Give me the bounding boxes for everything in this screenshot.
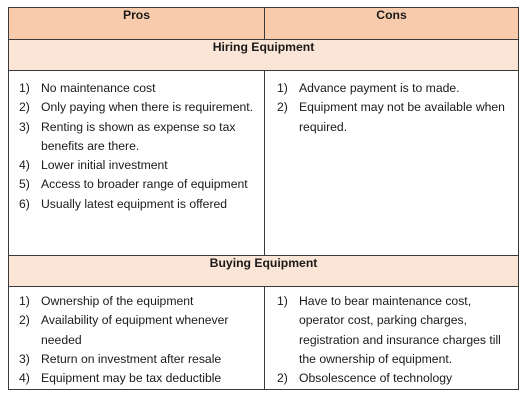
list-item <box>9 369 264 388</box>
list-item <box>265 292 518 369</box>
item-number: 6) <box>19 196 30 211</box>
list-item <box>265 79 518 98</box>
buying-pros-list <box>9 287 264 388</box>
item-number: 1) <box>277 81 288 95</box>
item-number: 1) <box>19 81 30 95</box>
item-number: 4) <box>19 371 30 386</box>
hiring-cons-list <box>265 71 518 137</box>
item-text: Usually latest equipment is offered <box>41 196 228 211</box>
content-row-hiring <box>9 71 519 256</box>
item-text: Return on investment after resale <box>41 351 222 366</box>
cons-header: Cons <box>265 8 519 40</box>
item-text: Availability of equipment whenever needed <box>41 313 229 347</box>
buying-pros-cell <box>9 287 265 390</box>
item-number: 2) <box>277 371 288 386</box>
item-text: Obsolescence of technology <box>299 371 453 386</box>
list-item <box>9 79 264 98</box>
item-number: 1) <box>19 294 30 308</box>
item-number: 3) <box>19 119 30 134</box>
item-text: Equipment may not be available when required. <box>299 100 505 134</box>
list-item <box>9 350 264 369</box>
item-text: Equipment may be tax deductible <box>41 371 222 386</box>
pros-cons-table <box>8 7 519 390</box>
section-row-buying <box>9 256 519 287</box>
list-item <box>9 195 264 214</box>
item-text: Advance payment is to made. <box>299 81 460 95</box>
item-number: 2) <box>19 313 30 328</box>
item-text: Ownership of the equipment <box>41 294 194 308</box>
pros-header: Pros <box>9 8 265 40</box>
item-number: 4) <box>19 158 30 173</box>
content-row-buying <box>9 287 519 390</box>
item-number: 2) <box>19 100 30 115</box>
list-item <box>9 311 264 350</box>
item-number: 3) <box>19 351 30 366</box>
hiring-pros-cell <box>9 71 265 256</box>
list-item <box>9 118 264 157</box>
list-item <box>9 156 264 175</box>
item-number: 5) <box>19 177 30 192</box>
list-item <box>265 369 518 388</box>
item-number: 1) <box>277 294 288 308</box>
hiring-cons-cell <box>265 71 519 256</box>
list-item <box>265 98 518 137</box>
list-item <box>9 98 264 117</box>
list-item <box>9 292 264 311</box>
section-title-buying: Buying Equipment <box>9 256 519 287</box>
item-text: No maintenance cost <box>41 81 156 95</box>
item-text: Lower initial investment <box>41 158 168 173</box>
item-text: Only paying when there is requirement. <box>41 100 254 115</box>
buying-cons-cell <box>265 287 519 390</box>
header-row <box>9 8 519 40</box>
buying-cons-list <box>265 287 518 388</box>
item-text: Access to broader range of equipment <box>41 177 248 192</box>
item-text: Renting is shown as expense so tax benefits are there. <box>41 119 236 153</box>
hiring-pros-list <box>9 71 264 214</box>
section-row-hiring <box>9 40 519 71</box>
item-number: 2) <box>277 100 288 115</box>
list-item <box>9 175 264 194</box>
section-title-hiring: Hiring Equipment <box>9 40 519 71</box>
item-text: Have to bear maintenance cost, operator cost, parking charges, registration and insurance charges till the ownership of equipment. <box>299 294 501 366</box>
